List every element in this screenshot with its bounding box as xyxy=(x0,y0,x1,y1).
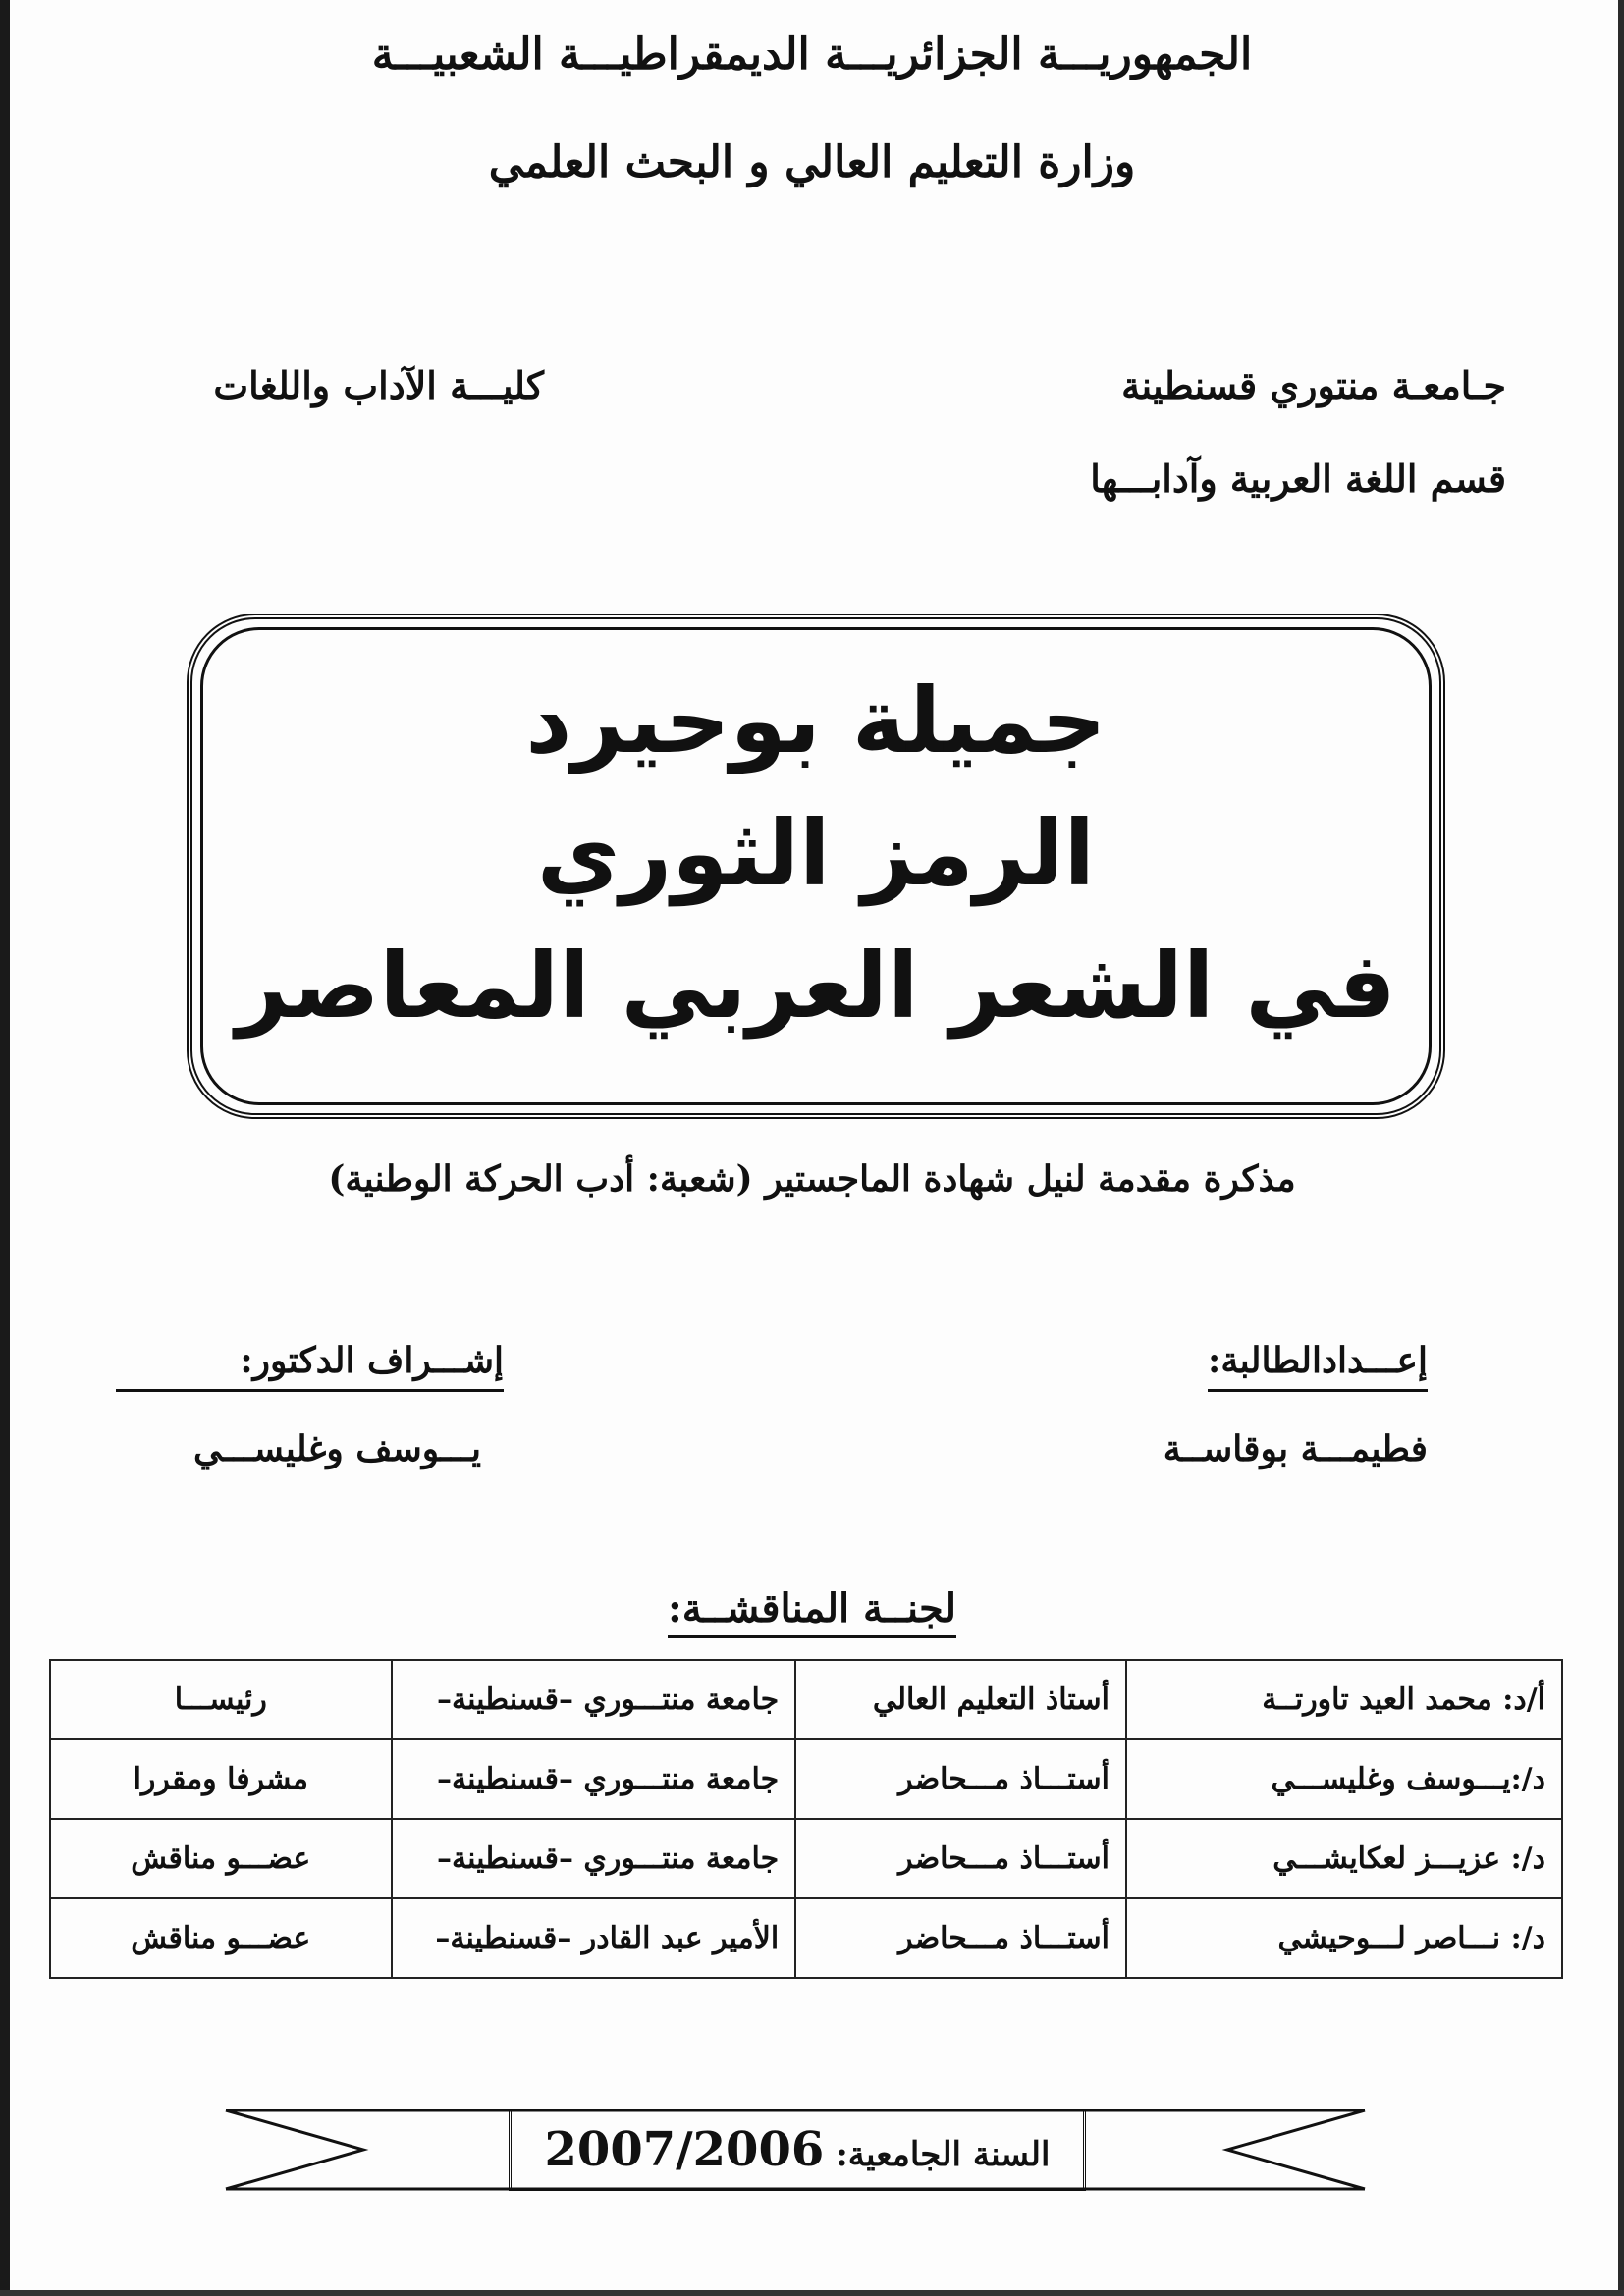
academic-year-box xyxy=(509,2109,1086,2191)
table-row xyxy=(50,1739,1562,1819)
member-university: جامعة منتـــوري –قسنطينة– xyxy=(392,1819,796,1898)
member-name: د/: عزيـــز لعكايشـــي xyxy=(1126,1819,1562,1898)
member-rank: أستـــاذ مـــحاضر xyxy=(795,1898,1126,1978)
thesis-title-line-1: جميلة بوحيرد xyxy=(525,668,1107,774)
thesis-title-line-2: الرمز الثوري xyxy=(536,801,1096,906)
member-name: د/: نـــاصر لـــوحيشي xyxy=(1126,1898,1562,1978)
title-frame xyxy=(187,614,1445,1119)
member-role: رئيســـا xyxy=(50,1660,392,1739)
member-role: عضـــو مناقش xyxy=(50,1898,392,1978)
faculty-name: كليـــة الآداب واللغات xyxy=(213,363,544,407)
supervision-label: إشـــراف الدكتور: xyxy=(116,1340,504,1392)
table-row xyxy=(50,1898,1562,1978)
member-university: الأمير عبد القادر –قسنطينة– xyxy=(392,1898,796,1978)
member-name: د/:يـــوسف وغليســـي xyxy=(1126,1739,1562,1819)
department-name: قسم اللغة العربية وآدابـــها xyxy=(1090,456,1506,501)
prepared-by-label: إعـــدادالطالبة: xyxy=(1208,1340,1428,1392)
academic-year-label: السنة الجامعية: xyxy=(836,2135,1051,2174)
member-university: جامعة منتـــوري –قسنطينة– xyxy=(392,1739,796,1819)
republic-heading: الجمهوريـــة الجزائريـــة الديمقراطيـــة الشعبيـــة xyxy=(371,29,1253,80)
member-role: عضـــو مناقش xyxy=(50,1819,392,1898)
scan-edge-bottom xyxy=(0,2290,1624,2296)
member-rank: أستاذ التعليم العالي xyxy=(795,1660,1126,1739)
table-row xyxy=(50,1819,1562,1898)
thesis-title-line-3: في الشعر العربي المعاصر xyxy=(236,934,1396,1039)
supervisor-name: يـــوسف وغليســـي xyxy=(193,1428,481,1469)
table-row xyxy=(50,1660,1562,1739)
member-university: جامعة منتـــوري –قسنطينة– xyxy=(392,1660,796,1739)
committee-heading xyxy=(0,1585,1624,1631)
academic-year-value: 2007/2006 xyxy=(544,2122,825,2177)
thesis-subtitle: مذكرة مقدمة لنيل شهادة الماجستير (شعبة: أدب الحركة الوطنية) xyxy=(328,1158,1296,1200)
member-rank: أستـــاذ مـــحاضر xyxy=(795,1819,1126,1898)
committee-heading-text: لجنــة المناقشــة: xyxy=(668,1585,956,1638)
member-role: مشرفا ومقررا xyxy=(50,1739,392,1819)
member-name: أ/د: محمد العيد تاورتــة xyxy=(1126,1660,1562,1739)
scan-edge-right xyxy=(1618,0,1624,2296)
committee-table xyxy=(49,1659,1563,1979)
ornament-right-chevron xyxy=(1227,2110,1365,2189)
student-name: فطيمـــة بوقاســة xyxy=(1163,1428,1428,1469)
ornament-left-chevron xyxy=(226,2110,363,2189)
university-name: جـامعـة منتوري قسنطينة xyxy=(1121,363,1506,407)
member-rank: أستـــاذ مـــحاضر xyxy=(795,1739,1126,1819)
scan-edge-left xyxy=(0,0,10,2296)
ministry-heading: وزارة التعليم العالي و البحث العلمي xyxy=(488,137,1136,187)
